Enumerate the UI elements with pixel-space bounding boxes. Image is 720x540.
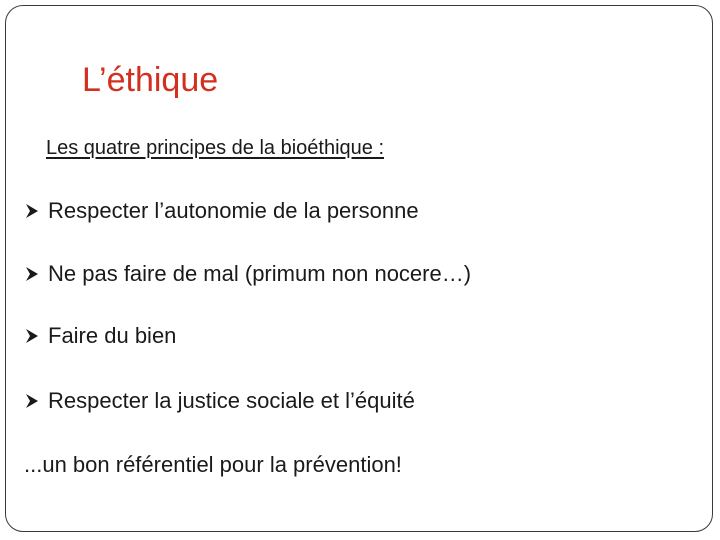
bullet-text: Respecter l’autonomie de la personne [48, 198, 419, 223]
slide-title: L’éthique [82, 61, 219, 99]
arrow-bullet-icon [24, 266, 44, 282]
bullet-text: Respecter la justice sociale et l’équité [48, 388, 415, 413]
bullet-item [24, 198, 419, 224]
bullet-item [24, 388, 415, 414]
arrow-bullet-icon [24, 203, 44, 219]
arrow-bullet-icon [24, 393, 44, 409]
conclusion-text: ...un bon référentiel pour la prévention! [24, 452, 402, 477]
bullet-text: Faire du bien [48, 323, 177, 348]
arrow-bullet-icon [24, 328, 44, 344]
bullet-item [24, 261, 471, 287]
bullet-item [24, 323, 176, 349]
bullet-text: Ne pas faire de mal (primum non nocere…) [48, 261, 472, 286]
slide-subtitle: Les quatre principes de la bioéthique : [46, 137, 385, 159]
